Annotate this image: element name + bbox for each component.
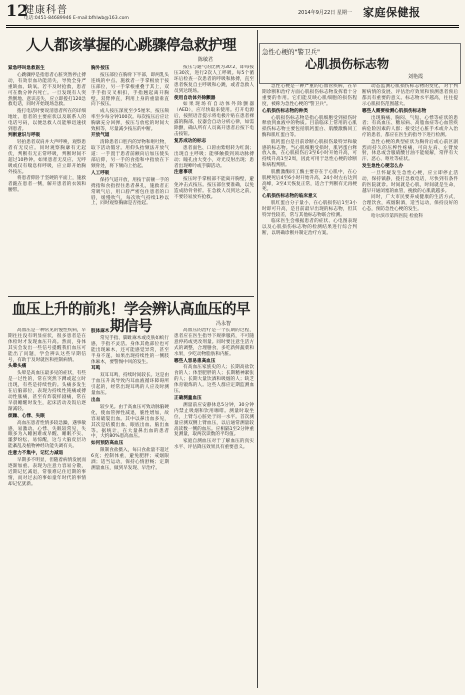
paragraph: 头晕是高血压最多见的症状，有些是一过性的，常在突然下蹲或起立时出现，有些是持续性的。头痛多发生在后脑部位，表现为持续性钝痛或搏动性胀痛，甚至有炸裂样剧痛，常在早晨睡醒时发生，起床活动及饭后逐渐减轻。 — [8, 371, 86, 412]
article3-title: 心肌损伤标志物 — [304, 57, 389, 71]
article3-author: 刘艳霞 — [408, 74, 424, 80]
paragraph: 高血压是一种常见的慢性疾病，早期往往没有明显症状，很多患者是在体检时才发现血压升高。然而，身体其实会发出一些信号提醒我们血压可能出了问题，学会辨认这些早期信号，有助于及时就医和控制病情。 — [8, 328, 86, 363]
subheading: 如何预防高血压 — [91, 441, 124, 447]
paragraph: 出现胸痛、胸闷、气短、心悸等症状的患者；有高血压、糖尿病、高脂血症等心血管疾病危险因素的人群；接受过心脏手术或介入治疗的患者，都应在医生的指导下进行检测。 — [362, 115, 458, 139]
issue-date: 2014年9月22日 星期一 — [298, 10, 352, 16]
paragraph: 急性心梗是一种严重的心血管疾病，在早期诊断和治疗方面心肌损伤标志物发挥着十分重要的作用。它们能反映心肌细胞的损伤程度，被称为急性心梗的"警卫兵"。 — [262, 84, 357, 107]
paragraph: 按压时手掌根部不能离开胸壁，避免冲击式按压。按压部位要准确，以免造成肋骨骨折。在急救人员到达之前，不要轻易放弃抢救。 — [174, 177, 254, 201]
paragraph: 同时，广大市民要养成健康的生活方式，合理饮食，戒烟限酒，适当运动，保持良好的心态，预防急性心梗的发生。 — [362, 195, 458, 213]
subheading: 人工呼吸 — [91, 170, 110, 176]
section-name: 健康科普 — [24, 5, 68, 16]
article1-column-1 — [8, 65, 86, 291]
subheading: 开放气道 — [91, 133, 110, 139]
paragraph: 常见手指、脚趾麻木或皮肤如蚁行感，手指不灵活。身体其他部位也可能出现麻木，还可能感觉异常，甚至半身不遂。如果出现持续性的一侧肢体麻木，要警惕中风的发生。 — [91, 335, 169, 365]
subheading: 胸外按压 — [91, 66, 110, 71]
paragraph: 急性心梗的典型症状为胸骨后或心前区剧烈而持久的压榨性疼痛，可向左肩、左臂放射，休息或含服硝酸甘油不能缓解，常伴有大汗、恶心、呕吐等症状。 — [362, 139, 458, 163]
subheading: 紧急呼叫急救医生 — [8, 66, 45, 71]
subheading: 哪些人需要检测心肌损伤标志物 — [362, 108, 427, 114]
subheading: 头晕头痛 — [8, 364, 27, 370]
subheading: 注意事项 — [174, 170, 193, 176]
article2-column-2 — [91, 328, 169, 690]
article-divider — [8, 296, 254, 297]
paragraph: 患者面色、口唇由紫绀转为红润；出现自主呼吸；能够触摸到颈动脉搏动；瞳孔由大变小，对光反射出现；患者出现呻吟或手脚活动。 — [174, 145, 254, 169]
paragraph: 清除患者口腔内的异物和呕吐物，取下活动假牙。用仰头抬颏法开放气道：一手置于患者前额向后加压使头部后仰，另一手的食指和中指放在下颏骨处，将下颏向上抬起。 — [91, 140, 169, 169]
article2-column-3 — [174, 328, 254, 690]
paragraph: 如果现场有自动体外除颤器（AED），应尽快取来使用。打开电源后，按照语音提示将电极片贴在患者裸露的胸部，仪器会自动分析心律，如需除颤，确认所有人员离开患者后按下电击按钮。 — [174, 102, 254, 137]
article1-column-2 — [91, 65, 169, 291]
article3-column-1 — [262, 84, 357, 686]
editor-contact: 电话:0451-84689946 E-mail:bfhlwb@163.com — [24, 16, 129, 21]
paragraph: 较少见。由于高血压可致动脉脑硬化，使血管弹性减退，脆性增加，故容易破裂出血。其中以鼻出血多见，其次是结膜出血、眼底出血、脑出血等。据统计，在大量鼻出血的患者中，大约80%患高血压。 — [91, 404, 169, 440]
header-rule-thin — [6, 27, 459, 28]
paragraph: 高血压的治疗是一个长期的过程，患者应在医生指导下规律服药，不可随意停药或更改剂量。同时要注意生活方式的调整，合理膳食，多吃新鲜蔬菜和水果，少吃动物脂肪和内脏。 — [174, 328, 254, 357]
paragraph: 早期多不明显，但随着病情发展而逐渐加重。表现为注意力容易分散，近期记忆减退，常很难记住近期的事情，而对过去的事如童年时代的事情却记忆犹新。 — [8, 458, 86, 487]
article3-column-2 — [362, 84, 458, 686]
subheading: 心肌损伤标志物的临床意义 — [262, 194, 318, 200]
paragraph: 拨打电话时要说清患者所在的详细地址、患者的主要症状以及联系人的电话号码，以便急救人员能够迅速找到患者。 — [8, 108, 86, 132]
subheading: 使用自动体外除颤器 — [174, 95, 216, 101]
paragraph: 家庭自测血压对于了解血压的真实水平、评估降压效果具有重要意义。 — [174, 438, 254, 450]
article2-title: 血压上升的前兆！学会辨认高血压的早期信号 — [12, 301, 250, 335]
column-divider — [257, 30, 258, 688]
article2-column-1 — [8, 328, 86, 690]
paragraph: 心肌损伤标志物是指心肌细胞受到损伤时释放到血液中的物质。目前临床上常用的心肌损伤标志物主要包括肌钙蛋白、肌酸激酶同工酶和肌红蛋白等。 — [262, 115, 357, 139]
paragraph: 有高血压家族史的人；长期高盐饮食的人；体型肥胖的人；长期精神紧张的人；长期大量饮酒和吸烟的人；缺乏体育锻炼的人。这些人群应定期监测血压。 — [174, 365, 254, 395]
paragraph: 将患者仰卧于坚硬的平面上，施救者跪在患者一侧，解开患者的衣领和腰带。 — [8, 176, 86, 194]
article1-author: 陈敏君 — [198, 57, 214, 63]
article2-author: 冯永智 — [216, 321, 232, 327]
subheading: 正确测量血压 — [174, 395, 202, 401]
subheading: 耳鸣 — [91, 366, 101, 372]
paragraph: 限制食盐摄入，每日食盐量不超过6克；控制体重，避免肥胖；戒烟限酒；适当运动，保持心情舒畅；定期测量血压，做到早发现、早治疗。 — [91, 448, 169, 471]
paragraph: 按压部位在胸骨下半部，即两乳头连线的中点。施救者一手掌根放于按压部位，另一手掌根重叠于其上，双手手指交叉相扣，手指翘起离开胸壁。双臂伸直，利用上身的重量垂直向下按压。 — [91, 72, 169, 108]
paragraph: 肌钙蛋白是目前诊断心肌损伤最特异和敏感的标志物。当心肌细胞受损时，肌钙蛋白释放入血，在心肌损伤后3至6小时开始升高，可持续升高1至2周，因此可用于急性心梗的诊断和病程判断。 — [262, 139, 357, 169]
paragraph: 临床医生会根据患者的症状、心电图表现以及心肌损伤标志物的检测结果进行综合判断，以明确诊断并制定治疗方案。 — [262, 219, 357, 237]
paragraph: 一旦怀疑发生急性心梗，应立即停止活动，保持镇静，拨打急救电话，尽快到有条件的医院就诊。时间就是心肌，时间就是生命，越早开通闭塞的血管，挽救的心肌就越多。 — [362, 171, 458, 194]
article3-pretitle: 急性心梗的"警卫兵" — [262, 48, 320, 56]
paragraph: 双耳耳鸣，持续时间较长。这是由于血压升高导致内耳血液循环障碍所引起的，经常出现耳鸣的人应及时测量血压。 — [91, 373, 169, 397]
subheading: 判断意识与呼吸 — [8, 133, 41, 139]
paragraph: 动态监测心肌损伤标志物的变化，对于判断病情的发展、评估治疗效果和预测患者预后都具有重要的意义。标志物水平越高，往往提示心肌损伤范围越大。 — [362, 84, 458, 107]
paragraph: 按压与通气的比例为30:2，即每按压30次，进行2次人工呼吸。每5个循环后检查一次患者的呼吸和脉搏，直至患者恢复自主呼吸和心跳，或者急救人员到达现场。 — [174, 65, 254, 94]
paragraph: 肌红蛋白分子量小，在心肌损伤后1至3小时即可升高，是目前最早出现的标志物，但其特异性较差，常与其他标志物联合检测。 — [262, 201, 357, 219]
newspaper-masthead: 家庭保健报 — [363, 6, 421, 19]
paragraph: 哈尔滨市第四医院 检验科 — [371, 213, 423, 219]
subheading: 发生急性心梗怎么办 — [362, 164, 404, 170]
subheading: 心肌损伤标志物的种类 — [262, 108, 308, 114]
subheading: 复苏成功的标志 — [174, 138, 207, 144]
article1-column-3 — [174, 65, 254, 291]
article1-title: 人人都该掌握的心跳骤停急救护理 — [26, 37, 236, 54]
page-header — [6, 1, 459, 25]
paragraph: 高血压患者性情多较急躁，遇事敏感，易激动。心悸、失眠较常见，失眠多为入睡困难或早醒、睡眠不实、噩梦纷纭、易惊醒，这与大脑皮层功能紊乱及植物神经功能失调有关。 — [8, 420, 86, 450]
subheading: 出血 — [91, 397, 101, 403]
paragraph: 心跳骤停是指患者心脏突然停止搏动，有效泵血功能消失，导致全身严重缺血、缺氧。若不及时抢救，患者可在数分钟内死亡。一旦发现有人突然倒地、意识丧失，应立即拨打120急救电话，同时开始现场急救。 — [8, 72, 86, 108]
paragraph: 测量前应安静休息5分钟，30分钟内禁止吸烟和饮用咖啡。测量时取坐位，上臂与心脏处于同一水平。首次测量应测双侧上臂血压，以后通常测量较高读数一侧的血压。应相隔1至2分钟重复测量，取两次读数的平均值。 — [174, 402, 254, 438]
paragraph: 成人按压深度至少5厘米，按压频率至少每分钟100次。每次按压后应让胸廓充分回弹，按压与放松的时间大致相等，尽量减少按压的中断。 — [91, 108, 169, 132]
paragraph: 轻拍患者双肩并大声呼唤，观察患者有无反应。同时观察胸廓有无起伏，判断有无正常呼吸，判断时间不超过10秒钟。如果患者无反应、无呼吸或仅有喘息样呼吸，应立即开始胸外按压。 — [8, 140, 86, 175]
subheading: 哪些人容易患高血压 — [174, 358, 216, 364]
paragraph: 肌酸激酶同工酶主要存在于心肌中，在心肌梗死后4至6小时开始升高，24小时左右达到高峰，3至4天恢复正常，适合于判断有无再梗死。 — [262, 169, 357, 193]
subheading: 烦躁、心悸、失眠 — [8, 413, 45, 419]
paragraph: 保持气道开放，用按于前额一手的拇指和食指捏住患者鼻孔，施救者正常吸气后，用口唇严密包住患者的口唇，缓慢吹气，每次吹气持续1秒以上，同时观察胸廓是否抬起。 — [91, 177, 169, 207]
subheading: 肢体麻木 — [91, 329, 110, 334]
subheading: 注意力不集中，记忆力减退 — [8, 451, 64, 457]
page-number: 12 — [6, 1, 29, 20]
